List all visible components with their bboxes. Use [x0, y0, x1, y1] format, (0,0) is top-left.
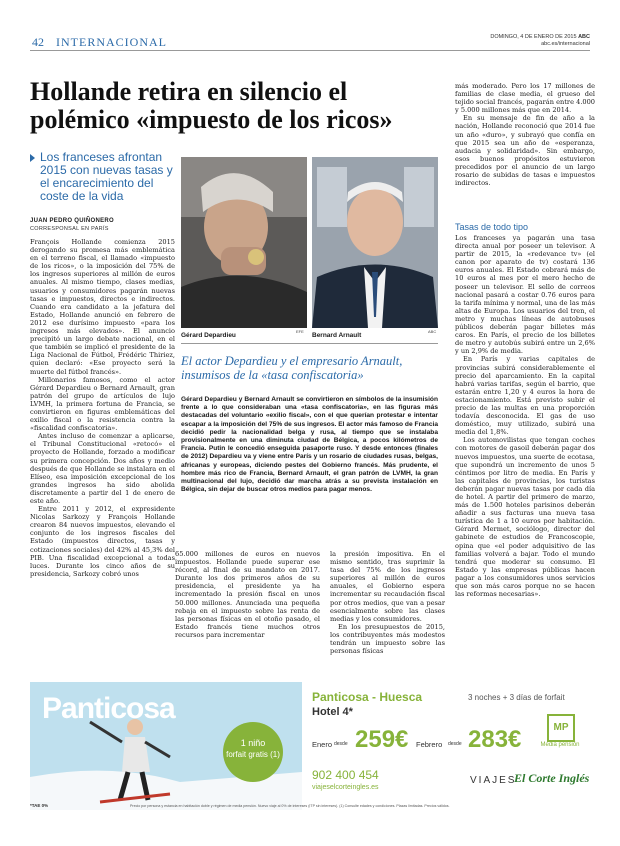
header-url: abc.es/internacional — [541, 41, 590, 47]
header-date-block — [490, 34, 590, 48]
paragraph: Entre 2011 y 2012, el expresidente Nicolas Sarkozy y François Hollande crearon 84 nuevos impuestos, elevando el conjunto de los ingresos fiscales del Estado (impuestos directos, tasas y cotizaciones sociales) del 42% al 45,3% del PIB. Una fiscalidad excepcional a todas luces. Durante los cinco años de su presidencia, Sarkozy cobró unos — [30, 505, 175, 578]
body-column-1 — [30, 238, 175, 578]
ad-badge-line1: 1 niño — [240, 738, 266, 748]
subhead: Los franceses afrontan 2015 con nuevas tasas y el encarecimiento del coste de la vida — [40, 150, 173, 203]
bullet-triangle-icon — [30, 154, 35, 162]
ad-price2: 283€ — [468, 726, 522, 753]
body-column-4 — [455, 82, 595, 187]
paragraph: más moderado. Pero los 17 millones de familias de clase media, el grueso del tejido social francés, pagarán entre 4.000 y 5.000 millones más que en 2014. — [455, 82, 595, 115]
ad-price2-label: Febrero — [416, 740, 443, 749]
header-brand: ABC — [578, 34, 590, 40]
ad-web: viajeselcorteingles.es — [312, 784, 379, 791]
section-title: INTERNACIONAL — [56, 35, 167, 49]
ad-price2-from: desde — [448, 741, 462, 747]
paragraph: la presión impositiva. En el mismo sentido, tras suprimir la tasa del 75% de los ingresos superiores al millón de euros anuales, el Gobierno espera incrementar su recaudación fiscal por otros medios, que van a pesar esencialmente sobre las clases medias y los consumidores. — [330, 550, 445, 623]
subtitle-heading: Tasas de todo tipo — [455, 222, 529, 232]
ad-board-code: MP — [547, 714, 575, 742]
ad-price1-label: Enero — [312, 740, 333, 749]
paragraph: Los automovilistas que tengan coches con motores de gasoil deberán pagar dos nuevos impuestos, una suerte de ecotasa, que supondrá un incremento de unos 5 céntimos por litro de media. En París y las capitales de provincias, los turistas deberán pagar nuevas tasas por cada día de hotel. A partir del primero de marzo, más de 1.500 hoteles parisinos deberán añadir a sus facturas una nueva tasa turística de 1 a 10 euros por habitación. Gérard Mermet, sociólogo, director del gabinete de estudios de Francoscopie, opina que «el poder adquisitivo de las familias volverá a bajar. Todo el mundo tendrá que moderar su consumo. El Estado y las empresas públicas hacen pagar a los consumidores unos servicios que son más caros porque no se hacen las reformas necesarias». — [455, 436, 595, 599]
header-rule — [30, 50, 590, 51]
photo-arnault — [312, 157, 438, 328]
ad-fine-brand: *TAE 0% — [30, 803, 49, 808]
ad-eci-logo: El Corte Inglés — [514, 771, 590, 785]
photo1-credit: EFE — [296, 329, 304, 334]
pullquote-rule — [181, 343, 438, 344]
ad-board-label: Media pensión — [540, 742, 580, 748]
paragraph: En los presupuestos de 2015, los contribuyentes más modestos tendrán un impuesto sobre las personas físicas — [330, 622, 445, 656]
ad-hotel: Hotel 4* — [312, 706, 353, 718]
body-column-2 — [175, 550, 320, 639]
paragraph: Antes incluso de comenzar a aplicarse, el Tribunal Constitucional «retocó» el proyecto de Hollande, forzado a modificar su primera concepción. Dos años y medio después de que Hollande se instalara en el Elíseo, esa imposición excepcional de los grandes ingresos ha sido abolida discretamente a partir del 1 de enero de este año. — [30, 432, 175, 505]
body-column-4b — [455, 234, 595, 598]
ad-brand: Panticosa — [42, 692, 175, 725]
ad-badge-line2: forfait gratis (1) — [226, 750, 280, 759]
paragraph: Los franceses ya pagarán una tasa directa anual por poseer un televisor. A partir de 2015, la «redevance tv» (el canon por aparato de tv) costará 136 euros anuales. El Estado cobrará más de 10 euros al mes por el mero hecho de poseer un televisor. El sello de correos nacional pasará a costar 0.76 euros para la tarifa mínima y normal, una de las más altas de Europa. Los usuarios del tren, el metro y muchas líneas de autobuses públicos deberán pagar billetes más caros. En París, el precio de los billetes de metro y autobús subirá entre un 2,6% y un 2,9% de media. — [455, 234, 595, 356]
ad-phone: 902 400 454 — [312, 768, 379, 782]
arnault-illustration — [312, 157, 438, 328]
pullquote: El actor Depardieu y el empresario Arnault, insumisos de la «tasa confiscatoria» — [181, 354, 403, 382]
photo1-caption: Gérard Depardieu — [181, 332, 236, 339]
ad-nights: 3 noches + 3 días de forfait — [468, 693, 565, 702]
ad-badge — [223, 722, 283, 782]
header-date: DOMINGO, 4 DE ENERO DE 2015 — [490, 34, 577, 40]
paragraph: En París y varias capitales de provincias subirá considerablemente el precio del aparcamiento. En la capital habrá varias tarifas, según el barrio, que estarán entre 1,20 y 4 euros la hora de estacionamiento. Está previsto subir el precio de las multas en una proporción todavía desconocida. El gas de uso doméstico, muy utilizado, subirá una media del 1,8%. — [455, 355, 595, 437]
lead-paragraph: Gérard Depardieu y Bernard Arnault se convirtieron en símbolos de la insumisión frente a lo que consideraban una «tasa confiscatoria», en las figuras más destacadas del voluntario «exilio fiscal», con el que querían protestar e intentar escapar a la imposición del 75% de sus ingresos. El actor más famoso de Francia decidió pedir la nacionalidad belga y rusa, al tiempo que se instalaba provisionalmente en una diminuta ciudad de Bélgica, a pocos kilómetros de Francia. Putin le concedió enseguida pasaporte ruso. Y desde entonces (finales de 2012) Depardieu va y viene entre París y un rosario de ciudades rusas, belgas, africanas y europeas, diciendo pestes del Gobierno francés. Más prudente, el hombre más rico de Francia, Bernard Arnault, el gran patrón de LVMH, la gran multinacional del lujo, decidió dar marcha atrás a su prevista instalación en Bélgica, sin dejar de buscar otros medios para pagar menos. — [181, 396, 438, 494]
author-role: CORRESPONSAL EN PARÍS — [30, 226, 109, 232]
author-name: JUAN PEDRO QUIÑONERO — [30, 218, 115, 224]
paragraph: En su mensaje de fin de año a la nación, Hollande reconoció que 2014 fue un año «duro», y subrayó que confía en que 2015 sea un año de «esperanza, audacia y solidaridad». Sin embargo, esos buenos propósitos estuvieron precedidos por el anuncio de un largo rosario de subidas de tasas e impuestos indirectos. — [455, 114, 595, 188]
paragraph: Millonarios famosos, como el actor Gérard Depardieu o Bernard Arnault, gran patrón del grupo de artículos de lujo LVMH, la primera fortuna de Francia, se convirtieron en figuras emblemáticas del exilio fiscal o la resistencia contra la «fiscalidad confiscatoria». — [30, 375, 175, 433]
paragraph: 65.000 millones de euros en nuevos impuestos. Hollande puede superar ese récord, al final de su mandato en 2017. Durante los dos primeros años de su presidencia, el presidente ya ha incrementado la presión fiscal en unos 50.000 millones. Anunciada una pequeña rebaja en el impuesto sobre las renta de las personas físicas en el otoño pasado, el Estado francés tiene muchos otros recursos para incrementar — [175, 550, 320, 639]
photo2-credit: ABC — [428, 329, 437, 334]
ad-price1-from: desde — [334, 741, 348, 747]
ad-fine-print: Precio por persona y estancia en habitación doble y régimen de media pensión. Nuevo viaje al 0% de intereses (ITP sin intereses). (1) Consulte edades y condiciones. Plazas limitadas. Precios válidos. — [130, 804, 450, 808]
depardieu-illustration — [181, 157, 307, 328]
ad-viajes: VIAJES — [470, 775, 517, 786]
headline: Hollande retira en silencio el polémico «impuesto de los ricos» — [30, 77, 393, 134]
ad-title: Panticosa - Huesca — [312, 690, 423, 704]
page-number: 42 — [32, 35, 44, 49]
photo2-caption: Bernard Arnault — [312, 332, 362, 339]
body-column-3 — [330, 550, 445, 655]
paragraph: François Hollande comienza 2015 derogando su promesa más emblemática en el terreno fiscal, el llamado «impuesto de los ricos», o la imposición del 75% de los ingresos superiores al millón de euros anuales. Al mismo tiempo, clases medias, usuarios y consumidores pagarán nuevas tasas e impuestos, directos e indirectos. Cuando era candidato a la jefatura del Estado, Hollande anunció en febrero de 2012 ese durísimo impuesto «para los ingresos más elevados». El anuncio precipitó un largo debate nacional, en el que también se implicó el presidente de la Liga Nacional de Fútbol, Frédéric Thiriez, quien declaró: «Ese proyecto será la muerte del fútbol francés». — [30, 238, 175, 376]
ad-price1: 259€ — [355, 726, 409, 753]
photo-depardieu — [181, 157, 307, 328]
